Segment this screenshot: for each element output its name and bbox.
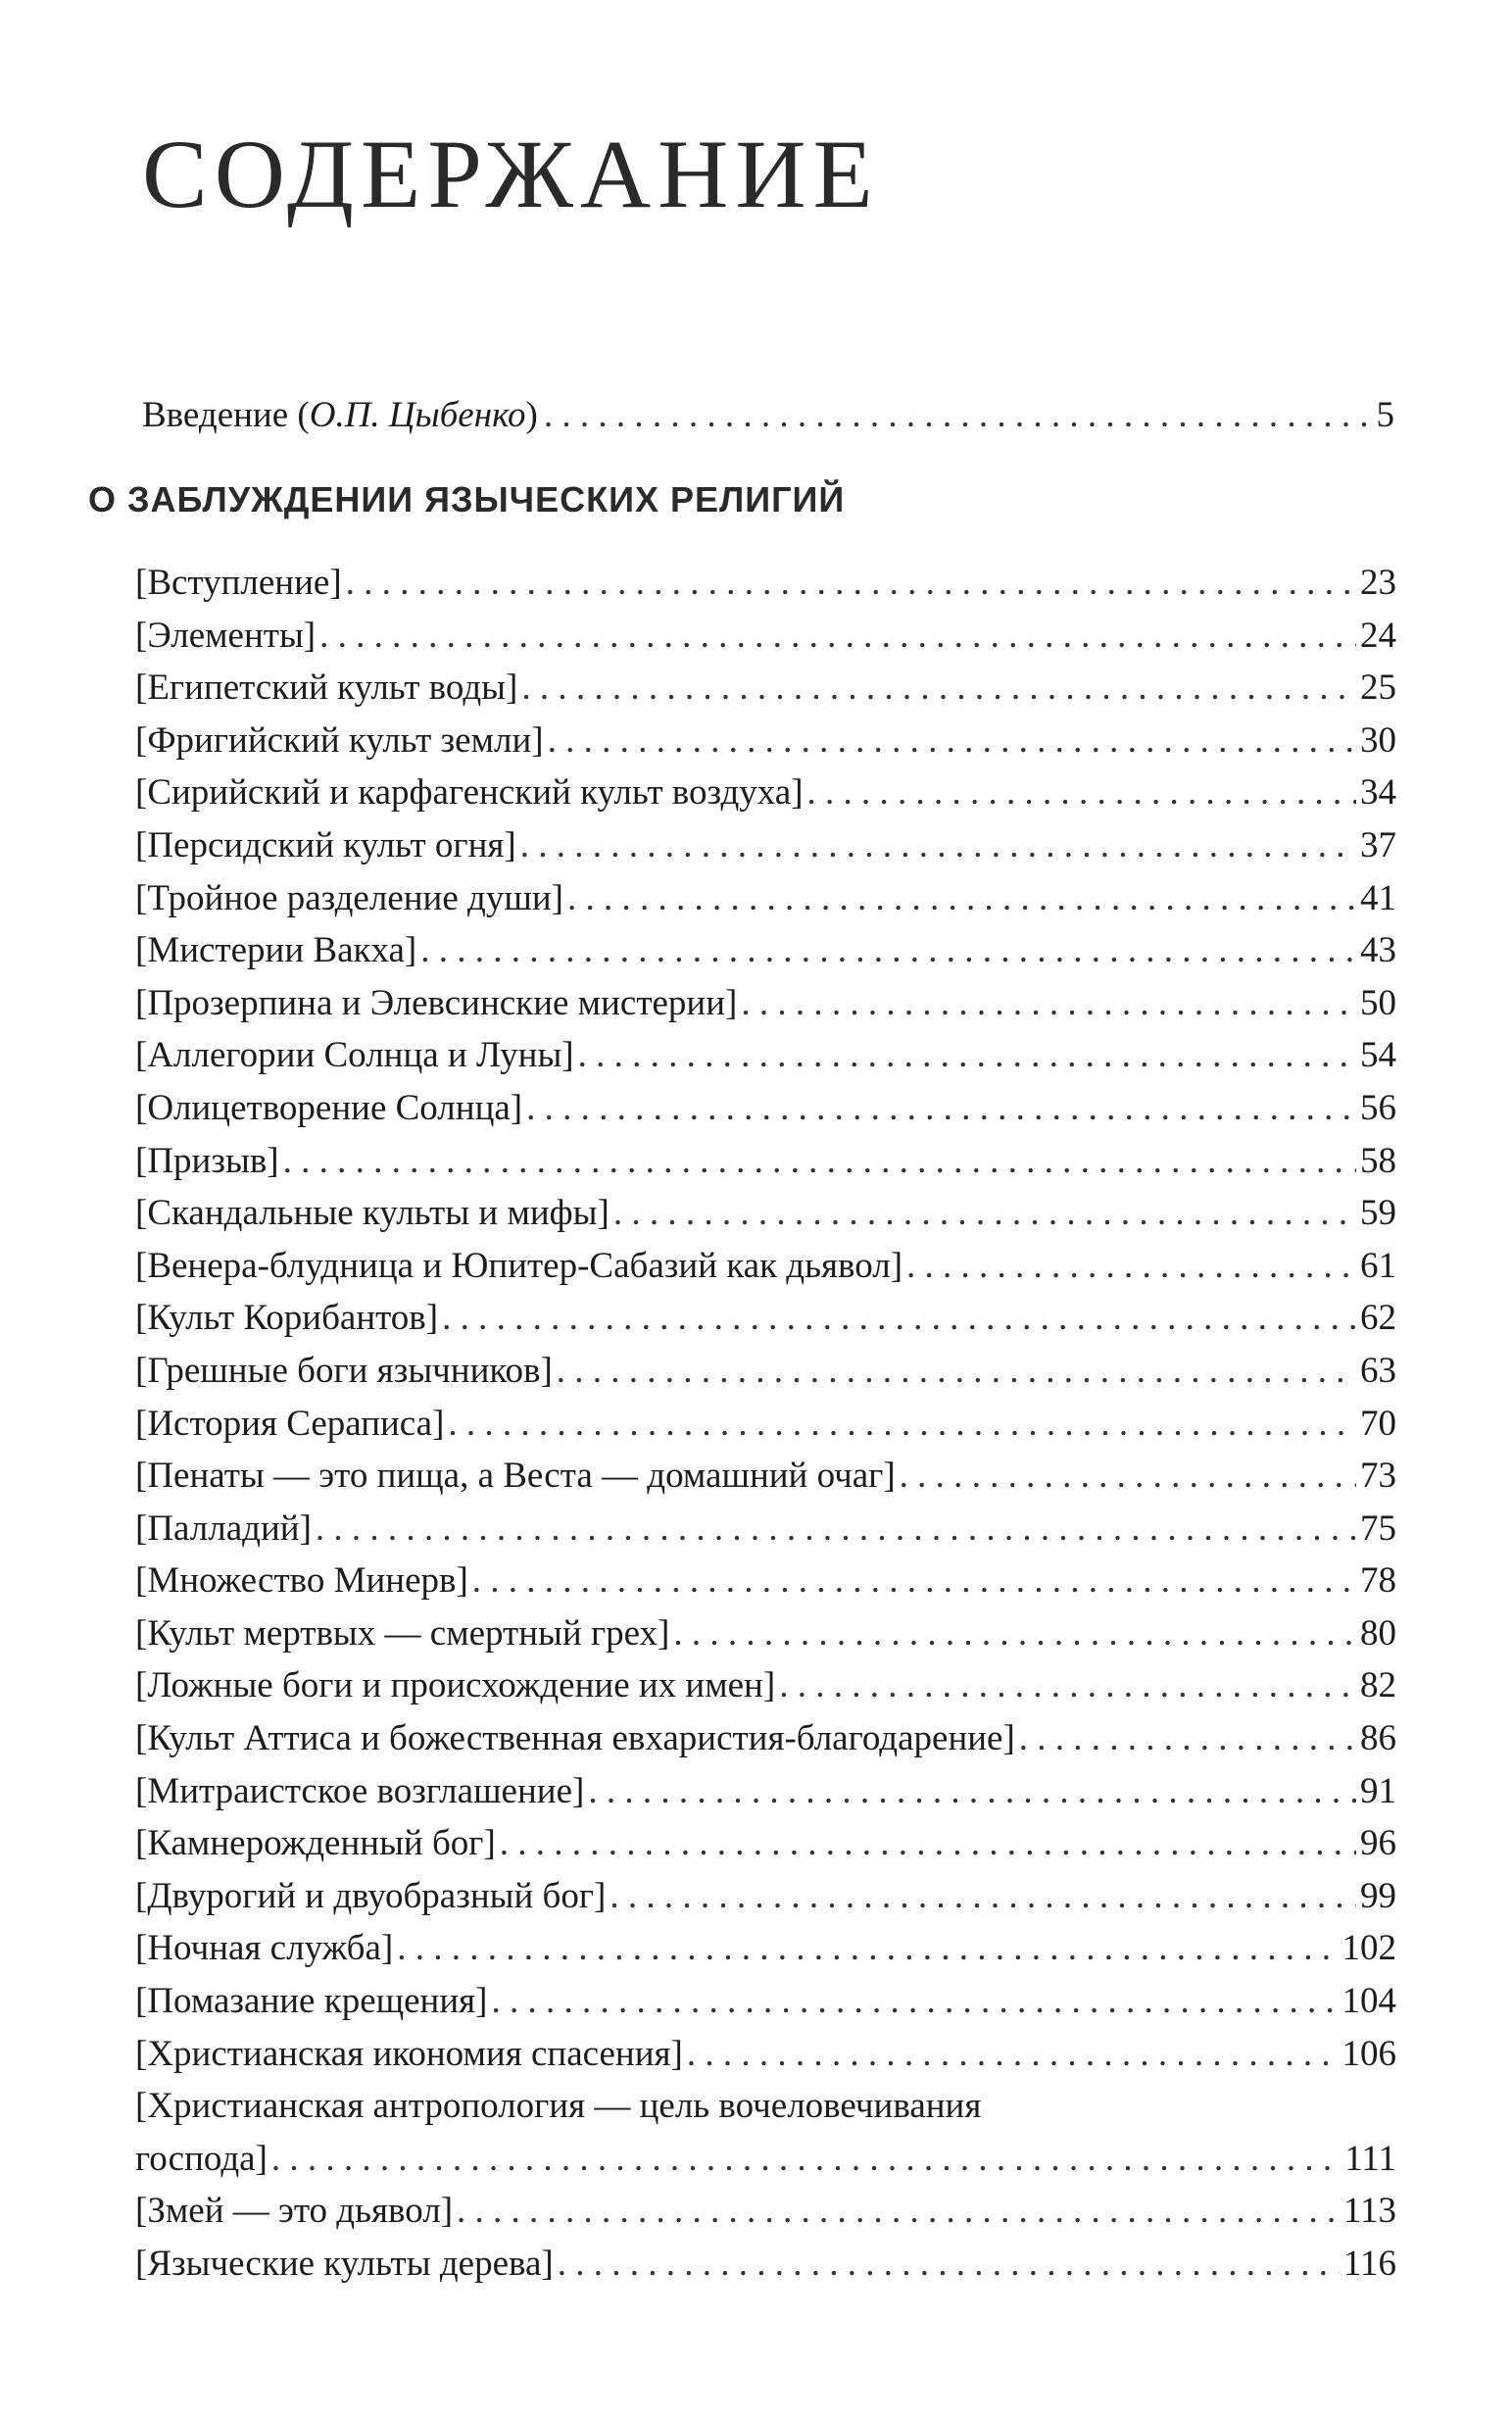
dot-leader [397,1922,1338,1975]
toc-entry-label: Введение (О.П. Цыбенко) [142,395,538,435]
toc-page-number: 5 [1376,395,1394,435]
toc-entry-label: [Змей — это дьявол] [135,2191,454,2232]
toc-entry-label: [Вступление] [135,563,342,603]
toc-entries-list [135,557,1396,2291]
toc-entry-label: [Мистерии Вакха] [135,930,417,971]
toc-page-number: 111 [1344,2138,1396,2179]
toc-page-number: 25 [1360,667,1396,709]
toc-entry[interactable] [135,1450,1396,1503]
toc-page-number: 37 [1360,824,1396,865]
toc-entry[interactable] [135,715,1396,767]
dot-leader [316,1503,1356,1556]
dot-leader [610,1870,1356,1923]
toc-entry-label: [Призыв] [135,1140,279,1181]
toc-entry[interactable] [135,2028,1396,2081]
toc-entry-label: [Множество Минерв] [135,1560,468,1602]
dot-leader [906,1240,1356,1293]
toc-page-number: 91 [1360,1770,1396,1811]
toc-page-number: 73 [1360,1456,1396,1497]
dot-leader [448,1398,1356,1451]
toc-page-number: 43 [1360,930,1396,971]
toc-entry[interactable] [135,924,1396,977]
toc-entry-label: [Персидский культ огня] [135,824,516,865]
dot-leader [420,924,1356,977]
toc-page-number: 34 [1360,772,1396,814]
dot-leader [319,610,1356,663]
dot-leader [673,1607,1356,1660]
toc-entry[interactable] [135,1187,1396,1240]
toc-entry-introduction[interactable] [142,394,1394,437]
toc-entry-label: [Культ Аттиса и божественная евхаристия-благодарение] [135,1718,1015,1759]
toc-entry-label: [Аллегории Солнца и Луны] [135,1035,574,1076]
toc-entry-label: [История Сераписа] [135,1403,445,1444]
toc-entry-label: [Ночная служба] [135,1928,394,1969]
toc-entry-label: [Языческие культы дерева] [135,2244,554,2284]
dot-leader [558,2238,1340,2291]
dot-leader [500,1817,1356,1870]
toc-entry[interactable] [135,1503,1396,1556]
dot-leader [472,1555,1356,1607]
toc-page-number: 99 [1360,1875,1396,1916]
toc-page-number: 58 [1360,1140,1396,1181]
toc-entry-label: [Египетский культ воды] [135,667,518,709]
toc-entry-label: [Христианская икономия спасения] [135,2033,683,2074]
toc-entry[interactable] [135,1659,1396,1712]
toc-entry[interactable] [135,1240,1396,1293]
dot-leader [442,1292,1356,1345]
toc-page-number: 104 [1341,1981,1396,2022]
dot-leader [588,1765,1356,1818]
toc-entry[interactable] [135,1082,1396,1135]
dot-leader [900,1450,1356,1503]
toc-entry[interactable] [135,1922,1396,1975]
toc-page-number: 56 [1360,1087,1396,1128]
toc-entry[interactable] [135,1029,1396,1082]
toc-entry[interactable] [135,1555,1396,1607]
dot-leader [741,977,1356,1030]
toc-page-number: 70 [1360,1403,1396,1444]
toc-entry-label: [Ложные боги и происхождение их имен] [135,1665,776,1706]
toc-entry[interactable] [135,1765,1396,1818]
toc-entry-label-continued [135,2133,1396,2186]
toc-entry-label: господа] [135,2138,268,2179]
toc-entry-label: [Элементы] [135,615,317,656]
dot-leader [1019,1712,1356,1765]
toc-entry[interactable] [135,1345,1396,1398]
dot-leader [687,2028,1339,2081]
toc-page-number: 116 [1342,2244,1396,2284]
dot-leader [779,1659,1356,1712]
toc-entry-label: [Митраистское возглашение] [135,1770,585,1811]
dot-leader [578,1029,1356,1082]
toc-page-number: 113 [1342,2191,1396,2232]
toc-entry[interactable] [135,2185,1396,2238]
toc-entry-label: [Скандальные культы и мифы] [135,1193,610,1234]
dot-leader [526,1082,1356,1135]
page-title: СОДЕРЖАНИЕ [142,120,880,228]
toc-entry[interactable] [135,1817,1396,1870]
toc-entry[interactable] [135,1135,1396,1188]
toc-page-number: 86 [1360,1718,1396,1759]
toc-page-number: 106 [1341,2033,1396,2074]
dot-leader [283,1135,1356,1188]
toc-entry[interactable] [135,557,1396,610]
toc-entry[interactable] [135,2080,1396,2185]
toc-page-number: 23 [1360,563,1396,603]
toc-page-number: 80 [1360,1612,1396,1654]
toc-entry[interactable] [135,872,1396,925]
toc-page-number: 30 [1360,719,1396,761]
dot-leader [346,557,1356,610]
toc-entry[interactable] [135,977,1396,1030]
toc-page-number: 82 [1360,1665,1396,1706]
dot-leader [520,819,1356,872]
toc-page-number: 75 [1360,1507,1396,1549]
toc-entry[interactable] [135,1712,1396,1765]
toc-entry-label: [Фригийский культ земли] [135,719,544,761]
toc-entry-label: [Сирийский и карфагенский культ воздуха] [135,772,804,814]
introduction-author: О.П. Цыбенко [309,395,526,435]
toc-entry-label: [Христианская антропология — цель вочеловечивания [135,2086,982,2127]
toc-page-number: 59 [1360,1193,1396,1234]
toc-entry-label: [Помазание крещения] [135,1981,488,2022]
toc-entry[interactable] [135,2238,1396,2291]
toc-entry[interactable] [135,1292,1396,1345]
toc-entry[interactable] [135,662,1396,715]
toc-entry-label: [Культ Корибантов] [135,1298,439,1339]
toc-page-number: 54 [1360,1035,1396,1076]
dot-leader [557,1345,1356,1398]
dot-leader [271,2133,1341,2186]
toc-page-number: 24 [1360,615,1396,656]
toc-entry-label: [Олицетворение Солнца] [135,1087,523,1128]
toc-page-number: 63 [1360,1350,1396,1391]
toc-page-number: 78 [1360,1560,1396,1602]
toc-entry-label: [Культ мертвых — смертный грех] [135,1612,670,1654]
toc-entry-label: [Палладий] [135,1507,312,1549]
toc-entry[interactable] [135,1975,1396,2028]
dot-leader [567,872,1356,925]
toc-entry-label: [Прозерпина и Элевсинские мистерии] [135,982,738,1023]
toc-entry[interactable] [135,1870,1396,1923]
toc-page-number: 41 [1360,877,1396,918]
toc-page-number: 50 [1360,982,1396,1023]
toc-page-number: 61 [1360,1245,1396,1286]
toc-page-number: 96 [1360,1823,1396,1864]
section-heading: О ЗАБЛУЖДЕНИИ ЯЗЫЧЕСКИХ РЕЛИГИЙ [88,479,846,519]
dot-leader [492,1975,1339,2028]
toc-entry[interactable] [135,1398,1396,1451]
dot-leader [544,394,1371,437]
toc-entry[interactable] [135,819,1396,872]
toc-entry-label: [Грешные боги язычников] [135,1350,553,1391]
toc-entry[interactable] [135,610,1396,663]
toc-entry-label: [Тройное разделение души] [135,877,563,918]
dot-leader [457,2185,1340,2238]
toc-entry-label: [Двурогий и двуобразный бог] [135,1875,607,1916]
toc-page-number: 102 [1341,1928,1396,1969]
toc-entry[interactable] [135,766,1396,819]
toc-entry[interactable] [135,1607,1396,1660]
dot-leader [807,766,1356,819]
dot-leader [521,662,1356,715]
dot-leader [548,715,1356,767]
toc-entry-label: [Камнерожденный бог] [135,1823,496,1864]
toc-entry-label: [Венера-блудница и Юпитер-Сабазий как дьявол] [135,1245,903,1286]
dot-leader [613,1187,1356,1240]
toc-page-number: 62 [1360,1298,1396,1339]
toc-entry-label: [Пенаты — это пища, а Веста — домашний очаг] [135,1456,896,1497]
